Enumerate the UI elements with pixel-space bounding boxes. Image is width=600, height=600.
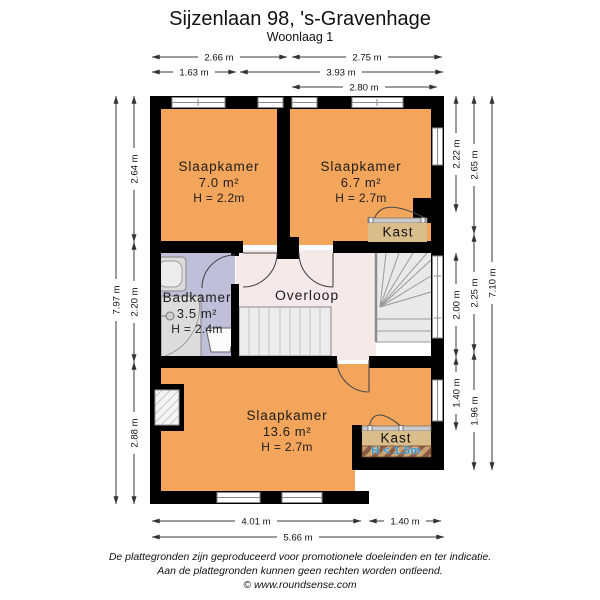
footer-copyright: © www.roundsense.com xyxy=(243,579,357,591)
dim-label: 2.80 m xyxy=(349,82,379,94)
dim-right-2 xyxy=(450,253,463,357)
straight-staircase xyxy=(239,307,331,356)
page-subtitle: Woonlaag 1 xyxy=(266,30,334,44)
dim-left-1 xyxy=(128,96,141,242)
wall-middle-left xyxy=(150,241,243,253)
room-label-landing xyxy=(275,287,339,303)
dim-top-3 xyxy=(152,66,236,79)
window xyxy=(433,256,443,338)
dim-label: 1.40 m xyxy=(390,516,420,528)
dim-label: 1.40 m xyxy=(451,378,463,408)
closet-label-bottom: Kast xyxy=(380,430,412,446)
dim-label: 3.93 m xyxy=(326,67,356,79)
room-ceiling-height: H = 2.2m xyxy=(193,191,245,205)
dim-label: 2.20 m xyxy=(129,287,141,317)
dim-top-1 xyxy=(152,51,287,64)
dim-top-4 xyxy=(240,66,443,79)
dim-right-3 xyxy=(450,357,463,430)
dim-right-5 xyxy=(468,234,481,352)
dim-label: 2.64 m xyxy=(129,154,141,184)
room-area: 13.6 m² xyxy=(262,424,312,439)
winder-stairs-floor xyxy=(374,250,435,342)
window xyxy=(258,98,283,108)
footer-disclaimer-line1: De plattegronden zijn geproduceerd voor promotionele doeleinden en ter indicatie. xyxy=(108,551,492,563)
dim-label: 2.66 m xyxy=(204,52,234,64)
dim-right-6 xyxy=(468,352,481,470)
window xyxy=(217,493,260,503)
dim-bottom-1 xyxy=(152,515,361,528)
dim-left-2 xyxy=(128,242,141,362)
room-area: 7.0 m² xyxy=(198,175,240,190)
dim-right-total xyxy=(486,96,499,470)
dim-label: 4.01 m xyxy=(241,516,271,528)
room-label-bedroom-bottom xyxy=(246,408,327,454)
window xyxy=(433,380,443,421)
room-label-bedroom-topright xyxy=(320,159,401,205)
page-title: Sijzenlaan 98, 's-Gravenhage xyxy=(169,8,431,30)
wall-bathroom-right xyxy=(231,287,239,364)
room-name: Slaapkamer xyxy=(178,159,260,174)
wall-middle-right xyxy=(333,241,444,253)
room-name: Slaapkamer xyxy=(320,159,402,174)
dim-label: 2.65 m xyxy=(469,150,481,180)
bathroom-door-jamb-bottom xyxy=(231,284,239,287)
dim-label: 2.75 m xyxy=(352,52,382,64)
room-label-bedroom-topleft xyxy=(178,159,259,205)
room-label-bathroom xyxy=(163,290,232,336)
niche-hatch-window xyxy=(155,390,179,425)
dim-label: 1.63 m xyxy=(179,67,209,79)
wall-landing-bedroom-left xyxy=(150,356,337,368)
sink-bowl xyxy=(158,261,182,287)
closet-low-height-note: H < 1.5m xyxy=(371,445,421,457)
room-name: Badkamer xyxy=(162,290,232,305)
wall-exterior-left xyxy=(150,96,161,504)
dim-label: 2.22 m xyxy=(451,139,463,169)
dim-label: 7.97 m xyxy=(111,285,123,315)
dim-left-total xyxy=(110,96,123,504)
wall-middle-jamb xyxy=(277,237,299,259)
wall-closet-bottom xyxy=(352,457,444,470)
closet-label-top: Kast xyxy=(382,224,414,240)
dim-label: 2.25 m xyxy=(469,278,481,308)
footer-disclaimer-line2: Aan de plattegronden kunnen geen rechten worden ontleend. xyxy=(157,565,443,577)
window xyxy=(433,128,443,165)
dim-label: 5.66 m xyxy=(283,532,313,544)
dim-bottom-2 xyxy=(369,515,441,528)
room-area: 3.5 m² xyxy=(176,306,218,321)
dim-top-2 xyxy=(292,51,442,64)
room-area: 6.7 m² xyxy=(340,175,382,190)
dim-label: 7.10 m xyxy=(487,268,499,298)
dim-bottom-3 xyxy=(152,531,444,544)
room-ceiling-height: H = 2.7m xyxy=(261,440,313,454)
dim-label: 2.88 m xyxy=(129,418,141,448)
room-name: Overloop xyxy=(274,287,340,303)
dim-label: 1.96 m xyxy=(469,396,481,426)
window xyxy=(292,98,317,108)
dim-label: 2.00 m xyxy=(451,290,463,320)
window xyxy=(172,98,225,108)
dim-right-1 xyxy=(450,96,463,212)
dim-top-5 xyxy=(292,81,437,94)
window xyxy=(352,98,403,108)
wall-between-top-bedrooms xyxy=(277,96,290,253)
room-ceiling-height: H = 2.7m xyxy=(335,191,387,205)
dim-left-3 xyxy=(128,362,141,504)
room-ceiling-height: H = 2.4m xyxy=(171,322,223,336)
room-name: Slaapkamer xyxy=(246,408,328,423)
dim-right-4 xyxy=(468,96,481,234)
window xyxy=(282,493,322,503)
wall-landing-bedroom-right xyxy=(369,356,444,368)
